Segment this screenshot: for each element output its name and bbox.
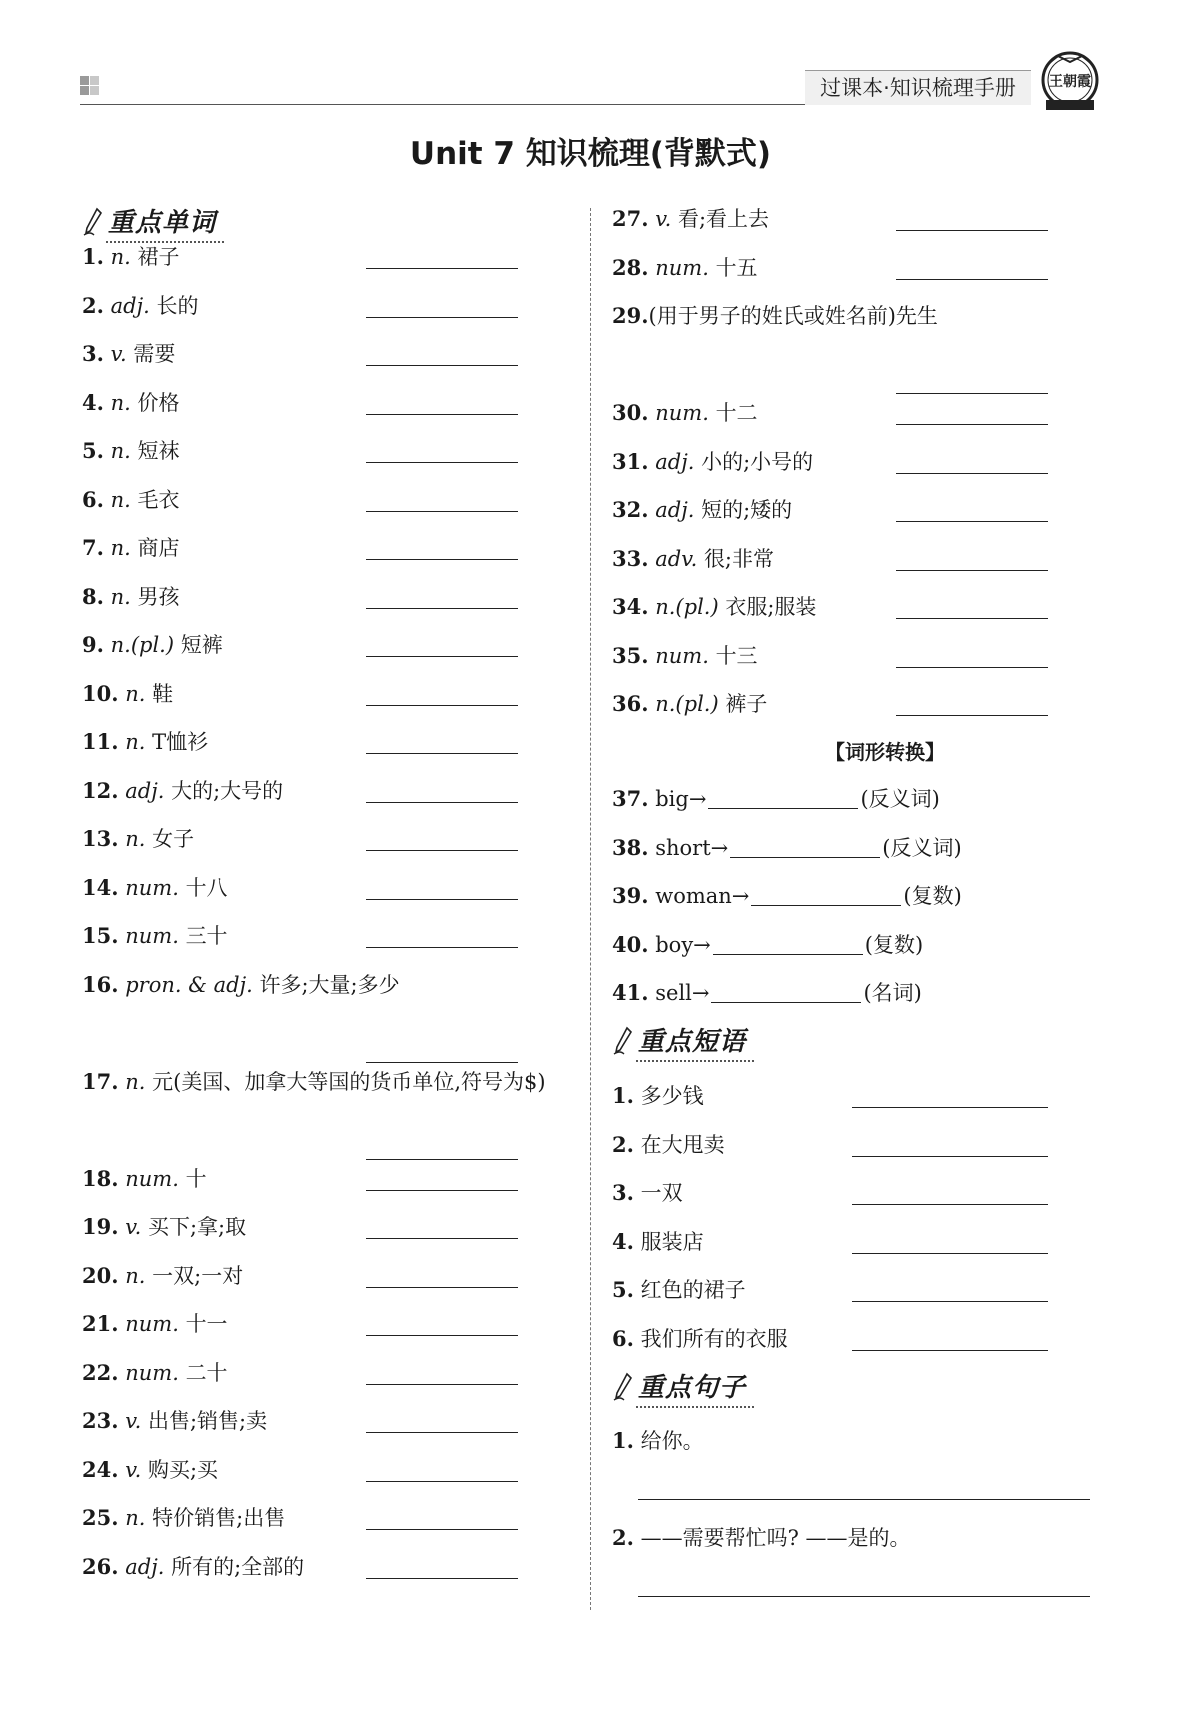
word-meaning: 十三 (715, 643, 758, 668)
phrase-text: 在大甩卖 (640, 1132, 725, 1157)
word-item (82, 625, 223, 665)
part-of-speech: adj. (655, 498, 695, 522)
answer-blank[interactable] (730, 835, 880, 858)
answer-blank[interactable] (896, 424, 1048, 425)
brand-logo (1038, 50, 1102, 114)
part-of-speech: v. (655, 207, 672, 231)
answer-blank[interactable] (896, 521, 1048, 522)
word-item (612, 248, 758, 288)
word-meaning: 一双;一对 (152, 1263, 244, 1288)
item-number: 21. (82, 1311, 119, 1336)
word-item (82, 1450, 218, 1490)
word-meaning: 十八 (185, 875, 228, 900)
answer-blank[interactable] (366, 1481, 518, 1482)
word-form-item (612, 779, 940, 819)
word-meaning: 价格 (137, 390, 180, 415)
answer-blank[interactable] (366, 947, 518, 948)
answer-blank[interactable] (852, 1107, 1048, 1108)
sentence-text: ——需要帮忙吗? ——是的。 (640, 1526, 911, 1550)
word-item (82, 431, 180, 471)
phrase-item (612, 1270, 746, 1310)
word-item (612, 539, 774, 579)
item-number: 12. (82, 777, 119, 803)
part-of-speech: adv. (655, 546, 698, 571)
answer-blank[interactable] (366, 1384, 518, 1385)
word-item (82, 722, 208, 762)
section-phrases (612, 1022, 754, 1060)
item-number: 33. (612, 545, 649, 571)
item-number: 26. (82, 1553, 119, 1579)
word-meaning: 需要 (133, 342, 176, 366)
phrase-text: 多少钱 (640, 1084, 704, 1108)
item-number: 2. (612, 1131, 634, 1157)
form-hint: (复数) (903, 884, 962, 908)
answer-blank[interactable] (896, 230, 1048, 231)
answer-blank[interactable] (852, 1156, 1048, 1157)
word-item (612, 393, 758, 433)
word-meaning: 衣服;服装 (725, 595, 817, 619)
part-of-speech: num. (125, 924, 179, 948)
answer-blank[interactable] (366, 414, 518, 415)
part-of-speech: n.(pl.) (655, 595, 719, 619)
item-number: 8. (82, 583, 104, 609)
base-word: short→ (655, 835, 729, 860)
word-item (82, 1207, 246, 1247)
word-meaning: 短的;矮的 (701, 498, 793, 522)
answer-blank[interactable] (852, 1301, 1048, 1302)
word-meaning: 商店 (137, 536, 180, 560)
part-of-speech: n. (125, 1069, 146, 1094)
answer-blank[interactable] (366, 1159, 518, 1160)
answer-blank[interactable] (366, 365, 518, 366)
word-item (82, 674, 173, 714)
pen-icon (82, 207, 104, 237)
word-meaning: 裙子 (137, 245, 180, 269)
part-of-speech: n. (110, 584, 131, 609)
answer-blank[interactable] (366, 1335, 518, 1336)
item-number: 38. (612, 834, 649, 860)
item-number: 11. (82, 729, 119, 754)
word-item (82, 577, 180, 617)
item-number: 29. (612, 303, 649, 328)
item-number: 16. (82, 971, 119, 997)
word-item (82, 1498, 285, 1538)
part-of-speech: n. (125, 1506, 146, 1530)
word-meaning: 短袜 (137, 439, 180, 463)
word-meaning: 男孩 (137, 584, 180, 609)
item-number: 7. (82, 535, 104, 560)
svg-text:王朝霞: 王朝霞 (1049, 74, 1091, 90)
answer-blank[interactable] (366, 1432, 518, 1433)
phrase-text: 服装店 (640, 1229, 704, 1254)
word-meaning: 鞋 (152, 681, 174, 706)
word-item (82, 1062, 546, 1102)
item-number: 25. (82, 1505, 119, 1530)
item-number: 1. (612, 1083, 634, 1108)
item-number: 5. (82, 438, 104, 463)
answer-blank[interactable] (366, 802, 518, 803)
section-title: 重点短语 (636, 1021, 754, 1062)
base-word: big→ (655, 787, 707, 811)
item-number: 3. (82, 341, 104, 366)
answer-blank[interactable] (638, 1596, 1090, 1597)
form-hint: (复数) (864, 932, 924, 957)
part-of-speech: num. (125, 875, 179, 900)
part-of-speech: pron. & adj. (125, 972, 253, 997)
word-item (612, 199, 769, 239)
part-of-speech: v. (110, 342, 127, 366)
part-of-speech: adj. (125, 1554, 165, 1579)
word-item (82, 334, 175, 374)
word-item (82, 237, 180, 277)
item-number: 10. (82, 680, 119, 706)
answer-blank[interactable] (896, 279, 1048, 280)
word-meaning: 十五 (715, 255, 758, 280)
item-number: 32. (612, 497, 649, 522)
item-number: 41. (612, 980, 649, 1005)
item-number: 4. (82, 389, 104, 415)
answer-blank[interactable] (896, 570, 1048, 571)
answer-blank[interactable] (366, 268, 518, 269)
word-item (82, 1547, 304, 1587)
item-number: 37. (612, 786, 649, 811)
word-meaning: 出售;销售;卖 (147, 1409, 268, 1433)
word-item (612, 587, 816, 627)
item-number: 19. (82, 1214, 119, 1239)
word-item (82, 383, 180, 423)
form-hint: (反义词) (882, 835, 962, 860)
word-item (82, 916, 228, 956)
part-of-speech: n. (110, 439, 131, 463)
column-divider (590, 208, 591, 1610)
word-item (82, 771, 283, 811)
word-item (612, 636, 758, 676)
item-number: 5. (612, 1277, 634, 1302)
section-sentences (612, 1368, 754, 1406)
part-of-speech: adj. (110, 293, 150, 318)
part-of-speech: v. (125, 1215, 142, 1239)
word-meaning: 小的;小号的 (701, 449, 814, 474)
word-meaning: 购买;买 (147, 1457, 219, 1482)
item-number: 39. (612, 883, 649, 908)
part-of-speech: num. (125, 1312, 179, 1336)
answer-blank[interactable] (896, 667, 1048, 668)
word-meaning: 女子 (152, 827, 195, 851)
form-hint: (反义词) (860, 787, 940, 811)
base-word: boy→ (655, 932, 711, 957)
item-number: 20. (82, 1262, 119, 1288)
word-meaning: 许多;大量;多少 (259, 972, 400, 997)
part-of-speech: adj. (125, 778, 165, 803)
item-number: 28. (612, 254, 649, 280)
item-number: 1. (82, 244, 104, 269)
item-number: 3. (612, 1180, 634, 1205)
item-number: 17. (82, 1068, 119, 1094)
part-of-speech: n. (125, 827, 146, 851)
part-of-speech: num. (655, 255, 709, 280)
word-item (612, 684, 767, 724)
answer-blank[interactable] (852, 1204, 1048, 1205)
word-meaning: 很;非常 (703, 546, 775, 571)
answer-blank[interactable] (852, 1350, 1048, 1351)
item-number: 22. (82, 1359, 119, 1385)
part-of-speech: n. (110, 536, 131, 560)
item-number: 24. (82, 1456, 119, 1482)
answer-blank[interactable] (711, 980, 861, 1003)
item-number: 36. (612, 691, 649, 716)
word-meaning: 大的;大号的 (171, 778, 284, 803)
word-item (82, 1256, 243, 1296)
item-number: 15. (82, 923, 119, 948)
phrase-text: 一双 (640, 1181, 683, 1205)
part-of-speech: num. (655, 643, 709, 668)
part-of-speech: n. (110, 390, 131, 415)
word-meaning: 毛衣 (137, 487, 180, 512)
answer-blank[interactable] (638, 1499, 1090, 1500)
item-number: 4. (612, 1228, 634, 1254)
part-of-speech: n.(pl.) (655, 692, 719, 716)
answer-blank[interactable] (896, 393, 1048, 394)
item-number: 13. (82, 826, 119, 851)
word-meaning: 所有的;全部的 (171, 1554, 305, 1579)
word-item (612, 442, 813, 482)
item-number: 2. (82, 292, 104, 318)
item-number: 31. (612, 448, 649, 474)
word-meaning: 裤子 (725, 692, 768, 716)
section-title: 重点单词 (106, 202, 224, 243)
word-form-item (612, 925, 923, 965)
word-item (82, 1304, 228, 1344)
part-of-speech: n. (125, 730, 146, 754)
word-meaning: 买下;拿;取 (147, 1215, 247, 1239)
answer-blank[interactable] (708, 786, 858, 809)
answer-blank[interactable] (896, 473, 1048, 474)
answer-blank[interactable] (366, 899, 518, 900)
section-title: 重点句子 (636, 1367, 754, 1408)
answer-blank[interactable] (366, 1238, 518, 1239)
item-number: 35. (612, 642, 649, 668)
word-meaning: 长的 (156, 293, 199, 318)
answer-blank[interactable] (366, 511, 518, 512)
answer-blank[interactable] (713, 932, 863, 955)
phrase-item (612, 1319, 788, 1359)
word-meaning: 元(美国、加拿大等国的货币单位,符号为$) (152, 1069, 546, 1094)
phrase-item (612, 1222, 704, 1262)
word-forms-heading: 【词形转换】 (825, 740, 945, 764)
word-meaning: 十二 (715, 401, 758, 425)
word-item (82, 819, 194, 859)
header-tab: 过课本·知识梳理手册 (805, 70, 1031, 105)
phrase-text: 红色的裙子 (640, 1278, 746, 1302)
section-words (82, 203, 224, 241)
word-item (612, 490, 792, 530)
word-item (82, 480, 180, 520)
part-of-speech: v. (125, 1409, 142, 1433)
word-item (82, 286, 198, 326)
word-meaning: 三十 (185, 924, 228, 948)
part-of-speech: n. (110, 487, 131, 512)
word-item (82, 965, 400, 1005)
part-of-speech: num. (655, 401, 709, 425)
answer-blank[interactable] (366, 317, 518, 318)
item-number: 9. (82, 632, 104, 657)
answer-blank[interactable] (366, 850, 518, 851)
part-of-speech: n.(pl.) (110, 633, 175, 657)
answer-blank[interactable] (896, 618, 1048, 619)
part-of-speech: num. (125, 1166, 179, 1191)
part-of-speech: n. (125, 681, 146, 706)
page-title: Unit 7 知识梳理(背默式) (409, 136, 772, 172)
item-number: 1. (612, 1428, 634, 1453)
phrase-item (612, 1076, 704, 1116)
sentence-item (612, 1518, 911, 1558)
answer-blank[interactable] (366, 1190, 518, 1191)
item-number: 23. (82, 1408, 119, 1433)
part-of-speech: n. (125, 1263, 146, 1288)
word-meaning: 十一 (185, 1312, 228, 1336)
word-item (612, 296, 938, 336)
word-meaning: 二十 (185, 1360, 228, 1385)
pen-icon (612, 1026, 634, 1056)
answer-blank[interactable] (366, 1287, 518, 1288)
word-meaning: 看;看上去 (677, 207, 770, 231)
item-number: 2. (612, 1525, 634, 1550)
phrase-text: 我们所有的衣服 (640, 1326, 788, 1351)
answer-blank[interactable] (896, 715, 1048, 716)
word-item (82, 528, 180, 568)
item-number: 6. (82, 486, 104, 512)
answer-blank[interactable] (366, 705, 518, 706)
part-of-speech: v. (125, 1457, 142, 1482)
answer-blank[interactable] (366, 656, 518, 657)
phrase-item (612, 1125, 725, 1165)
word-form-item (612, 828, 962, 868)
word-form-item (612, 973, 922, 1013)
word-item (82, 868, 228, 908)
sentence-item (612, 1421, 704, 1461)
answer-blank[interactable] (366, 462, 518, 463)
part-of-speech: n. (110, 245, 131, 269)
answer-blank[interactable] (366, 1529, 518, 1530)
word-item (82, 1401, 267, 1441)
sentence-text: 给你。 (640, 1429, 704, 1453)
word-item (82, 1353, 228, 1393)
word-item (82, 1159, 207, 1199)
word-form-item (612, 876, 962, 916)
answer-blank[interactable] (751, 883, 901, 906)
word-meaning: T恤衫 (152, 730, 209, 754)
answer-blank[interactable] (366, 1578, 518, 1579)
part-of-speech: adj. (655, 449, 695, 474)
item-number: 30. (612, 400, 649, 425)
pen-icon (612, 1372, 634, 1402)
item-number: 14. (82, 874, 119, 900)
word-meaning: 特价销售;出售 (152, 1506, 286, 1530)
part-of-speech: num. (125, 1360, 179, 1385)
item-number: 34. (612, 594, 649, 619)
word-meaning: 短裤 (180, 633, 223, 657)
word-meaning: 十 (185, 1166, 207, 1191)
item-number: 6. (612, 1325, 634, 1351)
item-number: 27. (612, 206, 649, 231)
answer-blank[interactable] (366, 559, 518, 560)
answer-blank[interactable] (366, 753, 518, 754)
answer-blank[interactable] (852, 1253, 1048, 1254)
form-hint: (名词) (863, 981, 922, 1005)
item-number: 40. (612, 931, 649, 957)
answer-blank[interactable] (366, 608, 518, 609)
item-number: 18. (82, 1165, 119, 1191)
base-word: sell→ (655, 981, 710, 1005)
base-word: woman→ (655, 884, 750, 908)
word-meaning: (用于男子的姓氏或姓名前)先生 (648, 304, 938, 328)
phrase-item (612, 1173, 683, 1213)
